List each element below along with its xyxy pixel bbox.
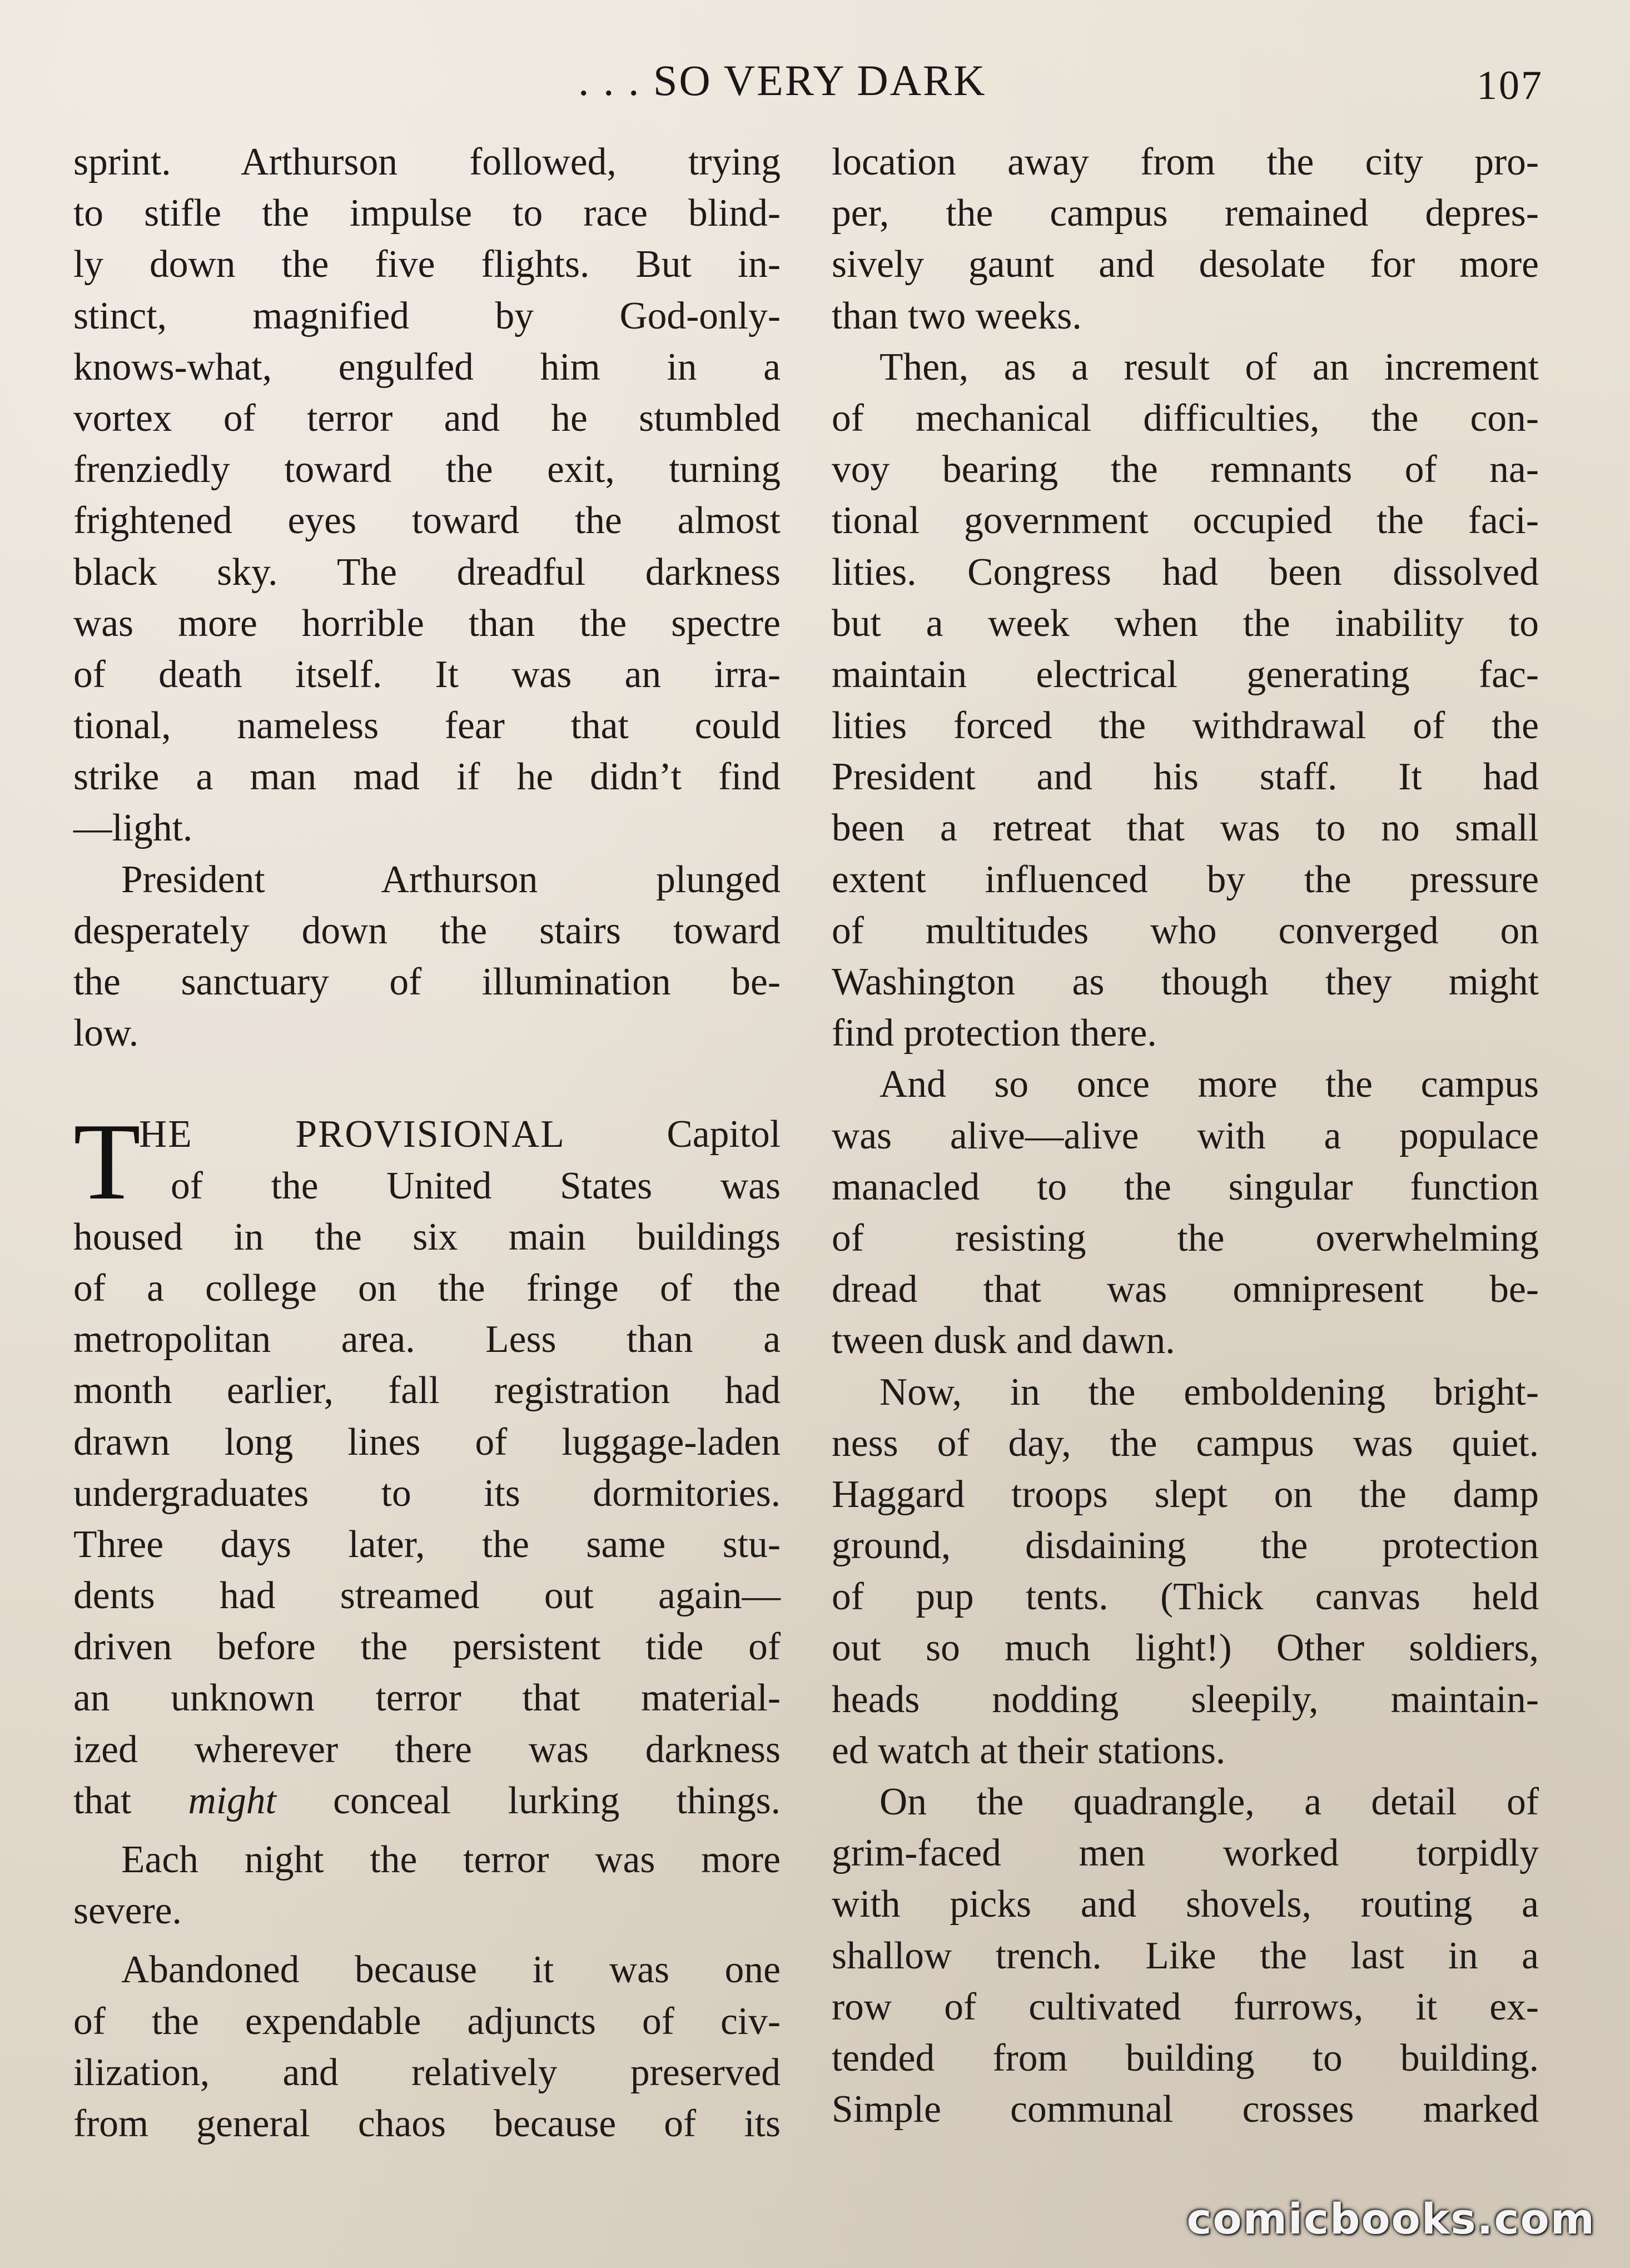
text-line: President Arthurson plunged [121, 858, 781, 901]
right-column [832, 137, 1539, 2135]
text-line: ness of day, the campus was quiet. [832, 1421, 1539, 1465]
text-line: Simple communal crosses marked [832, 2088, 1539, 2131]
text-line: been a retreat that was to no small [832, 807, 1539, 850]
drop-cap: T [73, 1101, 141, 1223]
text-line: tional, nameless fear that could [73, 704, 781, 748]
text-line: ilization, and relatively preserved [73, 2051, 781, 2094]
watermark: comicbooks.com [1186, 2194, 1596, 2244]
paragraph [73, 854, 781, 1060]
text-line: but a week when the inability to [832, 601, 1539, 645]
text-line: of death itself. It was an irra- [73, 653, 781, 696]
text-line: the sanctuary of illumination be- [73, 961, 781, 1003]
text-line: an unknown terror that material- [73, 1677, 781, 1720]
text-line: extent influenced by the pressure [832, 858, 1539, 901]
text-line: with picks and shovels, routing a [832, 1883, 1539, 1926]
text-line: location away from the city pro- [832, 141, 1539, 183]
text-line: ized wherever there was darkness [73, 1728, 781, 1771]
text-line: per, the campus remained depres- [832, 192, 1539, 235]
text-line: undergraduates to its dormitories. [73, 1471, 781, 1515]
paragraph [832, 137, 1539, 342]
text-line: of the United States was [171, 1164, 781, 1207]
text-line: Washington as though they might [832, 961, 1539, 1003]
italic-word: might [188, 1779, 276, 1822]
text-line: of the expendable adjuncts of civ- [73, 2000, 781, 2043]
text-line: maintain electrical generating fac- [832, 653, 1539, 696]
text-line: grim-faced men worked torpidly [832, 1832, 1539, 1875]
text-line: from general chaos because of its [73, 2102, 781, 2145]
text-line: lities forced the withdrawal of the [832, 704, 1539, 748]
section-opening-paragraph [73, 1101, 781, 1827]
text-line: Each night the terror was more [121, 1838, 781, 1881]
text-line: housed in the six main buildings [73, 1215, 781, 1259]
text-run: Capitol [667, 1113, 781, 1156]
text-line: sprint. Arthurson followed, trying [73, 141, 781, 183]
text-line: knows-what, engulfed him in a [73, 345, 781, 389]
text-line: manacled to the singular function [832, 1165, 1539, 1208]
paragraph [832, 1059, 1539, 1366]
text-line: strike a man mad if he didn’t find [73, 755, 781, 799]
text-line: ground, disdaining the protection [832, 1524, 1539, 1568]
text-line: frenziedly toward the exit, turning [73, 448, 781, 491]
text-line: drawn long lines of luggage-laden [73, 1420, 781, 1464]
text-line: Haggard troops slept on the damp [832, 1473, 1539, 1516]
text-line: to stifle the impulse to race blind- [73, 192, 781, 235]
paragraph [832, 1777, 1539, 2135]
text-line: of mechanical difficulties, the con- [832, 396, 1539, 440]
text-line: find protection there. [832, 1012, 1157, 1055]
text-line: Abandoned because it was one [121, 1948, 781, 1992]
text-line: black sky. The dreadful darkness [73, 550, 781, 594]
text-line: out so much light!) Other soldiers, [832, 1627, 1539, 1670]
text-line: desperately down the stairs toward [73, 909, 781, 952]
left-column [73, 137, 781, 2150]
text-line: severe. [73, 1889, 182, 1933]
text-line: Then, as a result of an increment [879, 345, 1539, 389]
text-line: of resisting the overwhelming [832, 1216, 1539, 1260]
small-caps-lead: HE PROVISIONAL [139, 1113, 565, 1156]
text-line: metropolitan area. Less than a [73, 1318, 781, 1361]
text-line: On the quadrangle, a detail of [879, 1780, 1539, 1823]
text-line: row of cultivated furrows, it ex- [832, 1985, 1539, 2028]
paragraph [73, 1944, 781, 2150]
paragraph [73, 1834, 781, 1937]
text-line: low. [73, 1012, 139, 1055]
text-run: that [73, 1779, 132, 1822]
text-line: voy bearing the remnants of na- [832, 448, 1539, 491]
text-line: ly down the five flights. But in- [73, 243, 781, 286]
text-line [73, 1109, 781, 1160]
text-line: Now, in the emboldening bright- [879, 1370, 1539, 1414]
text-line: of multitudes who converged on [832, 909, 1539, 952]
paragraph [832, 342, 1539, 1060]
text-line: stinct, magnified by God-only- [73, 294, 781, 337]
text-line: President and his staff. It had [832, 755, 1539, 799]
text-line: frightened eyes toward the almost [73, 499, 781, 543]
paragraph [73, 137, 781, 854]
text-line: tional government occupied the faci- [832, 499, 1539, 543]
text-line: shallow trench. Like the last in a [832, 1934, 1539, 1977]
text-line: of a college on the fringe of the [73, 1266, 781, 1310]
text-line: —light. [73, 807, 193, 850]
text-line: ed watch at their stations. [832, 1729, 1226, 1772]
page-number: 107 [1477, 63, 1543, 108]
text-line: tween dusk and dawn. [832, 1319, 1175, 1362]
text-run: conceal lurking things. [333, 1779, 781, 1822]
text-line: dents had streamed out again— [73, 1574, 781, 1618]
text-line: than two weeks. [832, 294, 1082, 337]
text-line: of pup tents. (Thick canvas held [832, 1575, 1539, 1619]
paragraph [832, 1367, 1539, 1777]
text-line: And so once more the campus [879, 1063, 1539, 1106]
text-line: driven before the persistent tide of [73, 1625, 781, 1669]
text-line: month earlier, fall registration had [73, 1369, 781, 1412]
text-line: was alive—alive with a populace [832, 1114, 1539, 1157]
text-line: was more horrible than the spectre [73, 601, 781, 645]
text-line: heads nodding sleepily, maintain- [832, 1678, 1539, 1721]
text-line: sively gaunt and desolate for more [832, 243, 1539, 286]
text-line [73, 1775, 781, 1827]
text-line: tended from building to building. [832, 2036, 1539, 2080]
text-line: vortex of terror and he stumbled [73, 396, 781, 440]
text-line: dread that was omnipresent be- [832, 1268, 1539, 1311]
text-line: lities. Congress had been dissolved [832, 550, 1539, 594]
text-line: Three days later, the same stu- [73, 1523, 781, 1566]
running-head: . . . SO VERY DARK [578, 56, 987, 105]
